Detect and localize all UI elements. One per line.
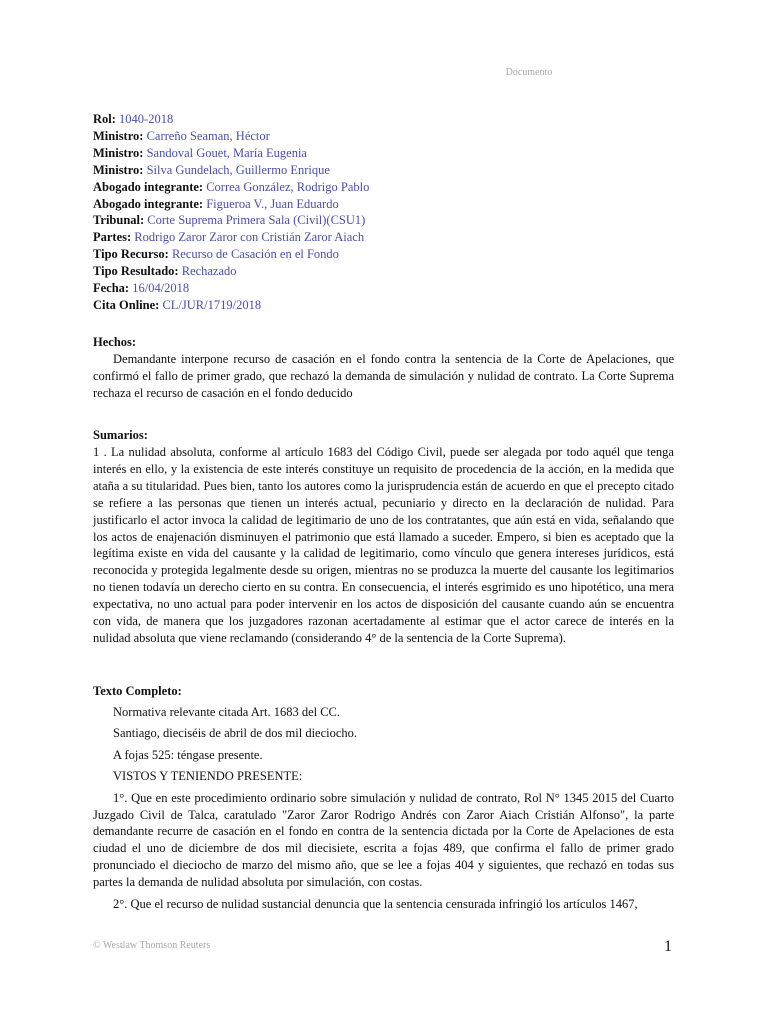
rol-value[interactable]: 1040-2018 <box>119 112 174 126</box>
ministro-link[interactable]: Carreño Seaman, Héctor <box>146 128 270 143</box>
meta-row-abogado: Abogado integrante: Figueroa V., Juan Eduardo <box>93 196 339 211</box>
sumarios-title: Sumarios: <box>93 428 148 442</box>
sumarios-section <box>93 427 674 647</box>
texto-paragraph: 1°. Que en este procedimiento ordinario sobre simulación y nulidad de contrato, Rol N° 1345 2015 del Cuarto Juzgado Civil de Talca, caratulado "Zaror Zaror Rodrigo Andrés con Zaror Aiach Cristián Alfonso", la parte demandante recurre de casación en el fondo en contra de la sentencia dictada por la Corte de Apelaciones de esta ciudad el uno de diciembre de dos mil diecisiete, escrita a fojas 489, que confirma el fallo de primer grado pronunciado el dieciocho de marzo del mismo año, que se lee a fojas 404 y siguientes, que rechazó en todas sus partes la demanda de nulidad absoluta por simulación, con costas. <box>93 790 674 890</box>
meta-row-ministro: Ministro: Carreño Seaman, Héctor <box>93 128 270 143</box>
abogado-link[interactable]: Figueroa V., Juan Eduardo <box>206 196 339 211</box>
hechos-title: Hechos: <box>93 335 137 349</box>
texto-paragraph: Santiago, dieciséis de abril de dos mil dieciocho. <box>113 726 358 741</box>
case-metadata <box>93 111 683 314</box>
meta-row-ministro: Ministro: Silva Gundelach, Guillermo Enrique <box>93 162 330 177</box>
cita-online-link[interactable]: CL/JUR/1719/2018 <box>162 297 262 312</box>
tipo-resultado-link[interactable]: Rechazado <box>181 264 237 279</box>
sumarios-text: 1 . La nulidad absoluta, conforme al artículo 1683 del Código Civil, puede ser alegada por todo aquél que tenga interés en ello, y la existencia de este interés constituye un requisito de procedencia de la acción, en la medida que ataña a su titularidad. Pues bien, tanto los autores como la jurisprudencia están de acuerdo en que el precepto citado se refiere a las personas que tienen un interés actual, pecuniario y directo en la declaración de nulidad. Para justificarlo el actor invoca la calidad de legitimario de uno de los contratantes, que aún está en vida, señalando que los actos de enajenación disminuyen el patrimonio que está llamado a suceder. Empero, si bien es aceptado que la legítima existe en vida del causante y la calidad de legitimario, como vínculo que genera intereses jurídicos, está reconocida y protegida legalmente desde su origen, mientras no se produzca la muerte del causante los legitimarios no tienen todavía un derecho cierto en su contra. En consecuencia, el interés esgrimido es uno hipotético, una mera expectativa, no uno actual para poder intervenir en los actos de disposición del causante cuando aún se encuentra con vida, de manera que los juzgadores razonan acertadamente al estimar que el actor carece de interés en la nulidad absoluta que viene reclamando (considerando 4° de la sentencia de la Corte Suprema). <box>93 445 674 645</box>
texto-paragraph: 2°. Que el recurso de nulidad sustancial denuncia que la sentencia censurada infringió los artículos 1467, <box>113 896 638 911</box>
meta-row-tipo-resultado: Tipo Resultado: Rechazado <box>93 264 237 279</box>
texto-paragraph: Normativa relevante citada Art. 1683 del CC. <box>113 705 341 719</box>
meta-row-abogado: Abogado integrante: Correa González, Rodrigo Pablo <box>93 179 370 194</box>
meta-row-cita: Cita Online: CL/JUR/1719/2018 <box>93 297 262 312</box>
meta-row-ministro: Ministro: Sandoval Gouet, María Eugenia <box>93 145 307 160</box>
ministro-link[interactable]: Silva Gundelach, Guillermo Enrique <box>146 162 330 177</box>
ministro-link[interactable]: Sandoval Gouet, María Eugenia <box>146 145 307 160</box>
fecha-link[interactable]: 16/04/2018 <box>132 281 190 296</box>
page-number: 1 <box>664 938 672 955</box>
footer-copyright: © Westlaw Thomson Reuters <box>93 940 211 951</box>
document-header-label: Documento <box>505 67 553 78</box>
meta-row-tribunal: Tribunal: Corte Suprema Primera Sala (Civil)(CSU1) <box>93 213 366 228</box>
meta-row-tipo-recurso: Tipo Recurso: Recurso de Casación en el Fondo <box>93 247 339 262</box>
tribunal-link[interactable]: Corte Suprema Primera Sala (Civil)(CSU1) <box>147 213 366 228</box>
texto-completo-title: Texto Completo: <box>93 684 182 698</box>
hechos-section <box>93 334 674 402</box>
texto-paragraph: VISTOS Y TENIENDO PRESENTE: <box>113 769 303 784</box>
texto-completo-section <box>93 683 674 917</box>
abogado-link[interactable]: Correa González, Rodrigo Pablo <box>206 179 370 194</box>
meta-row-partes: Partes: Rodrigo Zaror Zaror con Cristián Zaror Aiach <box>93 230 365 245</box>
meta-row-fecha: Fecha: 16/04/2018 <box>93 281 190 296</box>
hechos-text: Demandante interpone recurso de casación en el fondo contra la sentencia de la Corte de Apelaciones, que confirmó el fallo de primer grado, que rechazó la demanda de simulación y nulidad de contrato. La Corte Suprema rechaza el recurso de casación en el fondo deducido <box>93 352 674 400</box>
meta-row-rol: Rol: 1040-2018 <box>93 112 174 126</box>
partes-link[interactable]: Rodrigo Zaror Zaror con Cristián Zaror Aiach <box>134 230 365 245</box>
tipo-recurso-link[interactable]: Recurso de Casación en el Fondo <box>171 247 339 262</box>
texto-paragraph: A fojas 525: téngase presente. <box>113 747 263 762</box>
